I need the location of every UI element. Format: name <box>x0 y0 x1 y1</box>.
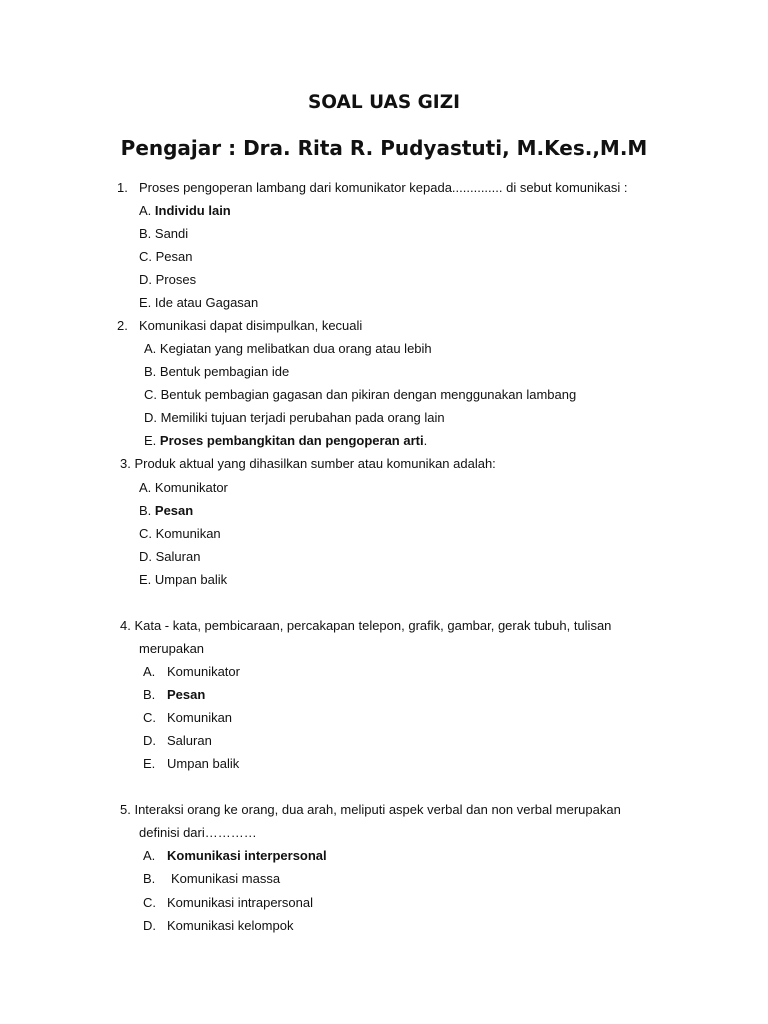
option-d: Komunikasi kelompok <box>167 918 294 933</box>
option-d: D. Proses <box>139 272 197 287</box>
option-letter: E. <box>144 433 160 448</box>
answer-text: Individu lain <box>154 203 231 218</box>
question-number: 2. <box>117 318 128 333</box>
option-b-answer: Pesan <box>167 687 206 702</box>
option-letter: E. <box>143 756 156 771</box>
document-title: SOAL UAS GIZI <box>307 92 460 113</box>
option-letter: A. <box>139 203 155 218</box>
option-c: Komunikan <box>167 710 233 725</box>
option-e: Umpan balik <box>167 756 240 771</box>
option-letter: D. <box>143 918 156 933</box>
option-b: B. Bentuk pembagian ide <box>144 364 290 379</box>
option-e <box>144 433 427 449</box>
question-text: 4. Kata - kata, pembicaraan, percakapan telepon, grafik, gambar, gerak tubuh, tulisan <box>120 618 612 633</box>
option-letter: B. <box>139 503 155 518</box>
option-e: E. Umpan balik <box>139 572 228 587</box>
question-text-continued: merupakan <box>139 641 205 656</box>
teacher-line: Pengajar : Dra. Rita R. Pudyastuti, M.Kes.,M.M <box>120 136 648 160</box>
option-letter: B. <box>143 687 156 702</box>
option-a: Komunikator <box>167 664 240 679</box>
option-a: A. Kegiatan yang melibatkan dua orang atau lebih <box>144 341 432 356</box>
option-letter: D. <box>143 733 156 748</box>
answer-text: Proses pembangkitan dan pengoperan arti <box>159 433 424 448</box>
question-text-continued: definisi dari………… <box>139 825 257 840</box>
option-letter: C. <box>143 710 156 725</box>
question-text: 5. Interaksi orang ke orang, dua arah, meliputi aspek verbal dan non verbal merupakan <box>120 802 621 817</box>
option-d: D. Memiliki tujuan terjadi perubahan pada orang lain <box>144 410 445 425</box>
option-d: Saluran <box>167 733 212 748</box>
option-b: B. Sandi <box>139 226 189 241</box>
option-a-answer: Komunikasi interpersonal <box>167 848 327 863</box>
option-letter: A. <box>143 664 156 679</box>
answer-text: Pesan <box>154 503 194 518</box>
option-letter: B. <box>143 871 156 886</box>
option-c: C. Pesan <box>139 249 193 264</box>
option-c: C. Komunikan <box>139 526 221 541</box>
option-a <box>139 203 231 219</box>
option-suffix: . <box>423 433 428 448</box>
option-letter: C. <box>143 895 156 910</box>
option-d: D. Saluran <box>139 549 201 564</box>
option-b: Komunikasi massa <box>171 871 281 886</box>
option-c: C. Bentuk pembagian gagasan dan pikiran dengan menggunakan lambang <box>144 387 577 402</box>
option-e: E. Ide atau Gagasan <box>139 295 259 310</box>
option-b <box>139 503 193 519</box>
question-text: 3. Produk aktual yang dihasilkan sumber atau komunikan adalah: <box>120 456 496 471</box>
option-letter: A. <box>143 848 156 863</box>
option-c: Komunikasi intrapersonal <box>167 895 313 910</box>
question-text: Komunikasi dapat disimpulkan, kecuali <box>139 318 363 333</box>
option-a: A. Komunikator <box>139 480 228 495</box>
question-text: Proses pengoperan lambang dari komunikator kepada.............. di sebut komunikasi : <box>139 180 628 195</box>
question-number: 1. <box>117 180 128 195</box>
